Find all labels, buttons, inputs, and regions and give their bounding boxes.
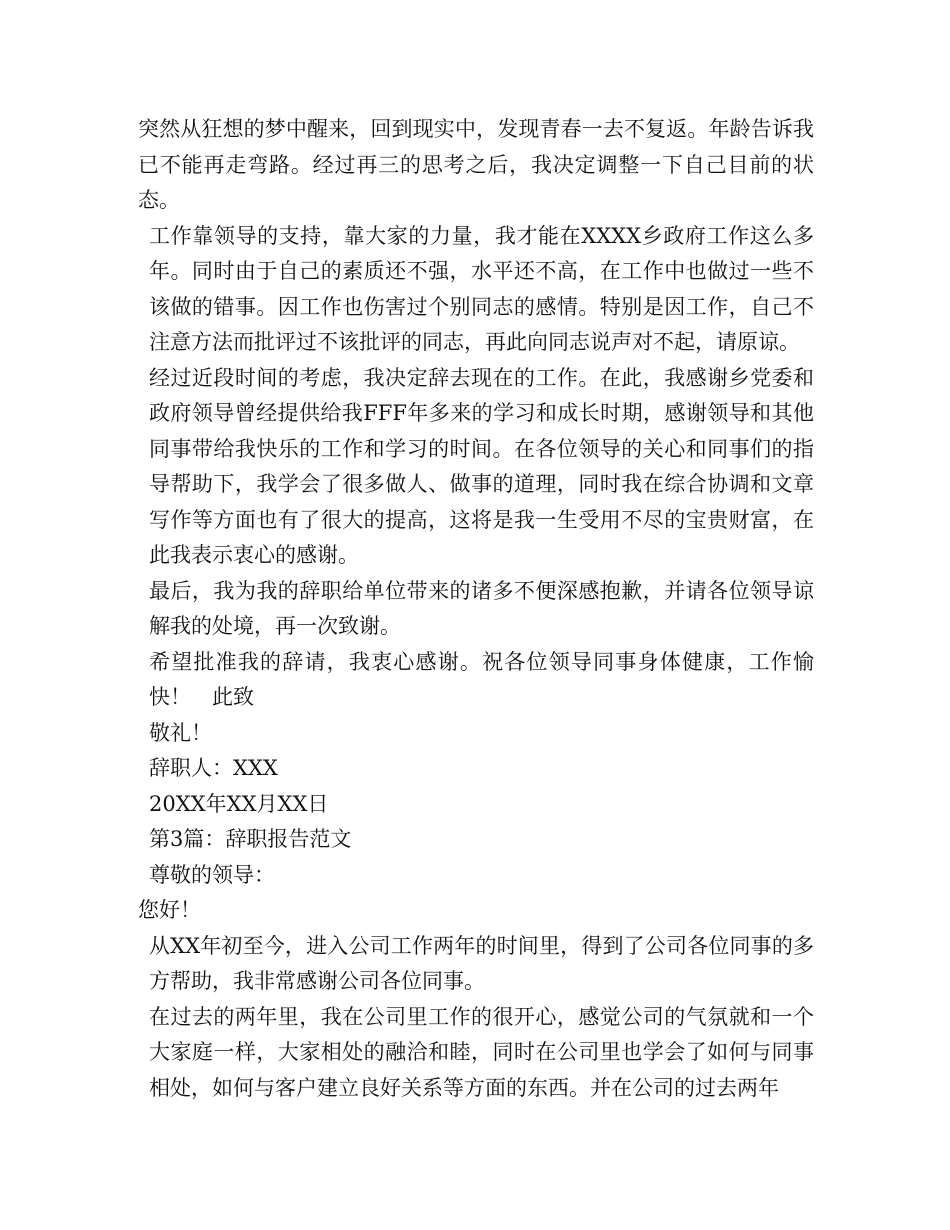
section-heading: 第3篇：辞职报告范文 — [149, 827, 352, 851]
paragraph-12: 从XX年初至今，进入公司工作两年的时间里，得到了公司各位同事的多方帮助，我非常感谢公司各位同事。 — [149, 933, 814, 993]
paragraph-2: 工作靠领导的支持，靠大家的力量，我才能在XXXX乡政府工作这么多年。同时由于自己的素质还不强，水平还不高，在工作中也做过一些不该做的错事。因工作也伤害过个别同志的感情。特别是因工作，自己不注意方法而批评过不该批评的同志，再此向同志说声对不起，请原谅。 — [149, 223, 814, 354]
paragraph-5: 希望批准我的辞请，我衷心感谢。祝各位领导同事身体健康，工作愉快！ 此致 — [149, 649, 814, 709]
salutation: 尊敬的领导： — [149, 862, 275, 887]
paragraph-13: 在过去的两年里，我在公司里工作的很开心，感觉公司的气氛就和一个大家庭一样，大家相处的融洽和睦，同时在公司里也学会了如何与同事相处，如何与客户建立良好关系等方面的东西。并在公司的过去两年 — [149, 1004, 814, 1100]
paragraph-3: 经过近段时间的考虑，我决定辞去现在的工作。在此，我感谢乡党委和政府领导曾经提供给我FFF年多来的学习和成长时期，感谢领导和其他同事带给我快乐的工作和学习的时间。在各位领导的关心和同事们的指导帮助下，我学会了很多做人、做事的道理，同时我在综合协调和文章写作等方面也有了很大的提高，这将是我一生受用不尽的宝贵财富，在此我表示衷心的感谢。 — [149, 365, 814, 567]
paragraph-1: 突然从狂想的梦中醒来，回到现实中，发现青春一去不复返。年龄告诉我已不能再走弯路。经过再三的思考之后，我决定调整一下自己目前的状态。 — [138, 117, 814, 212]
date-line: 20XX年XX月XX日 — [149, 791, 329, 816]
greeting: 您好！ — [138, 898, 201, 922]
closing-salute: 敬礼！ — [149, 720, 212, 745]
paragraph-4: 最后，我为我的辞职给单位带来的诸多不便深感抱歉，并请各位领导谅解我的处境，再一次致谢。 — [149, 578, 814, 638]
signature-line: 辞职人：XXX — [149, 756, 278, 780]
document-page — [138, 112, 814, 1106]
